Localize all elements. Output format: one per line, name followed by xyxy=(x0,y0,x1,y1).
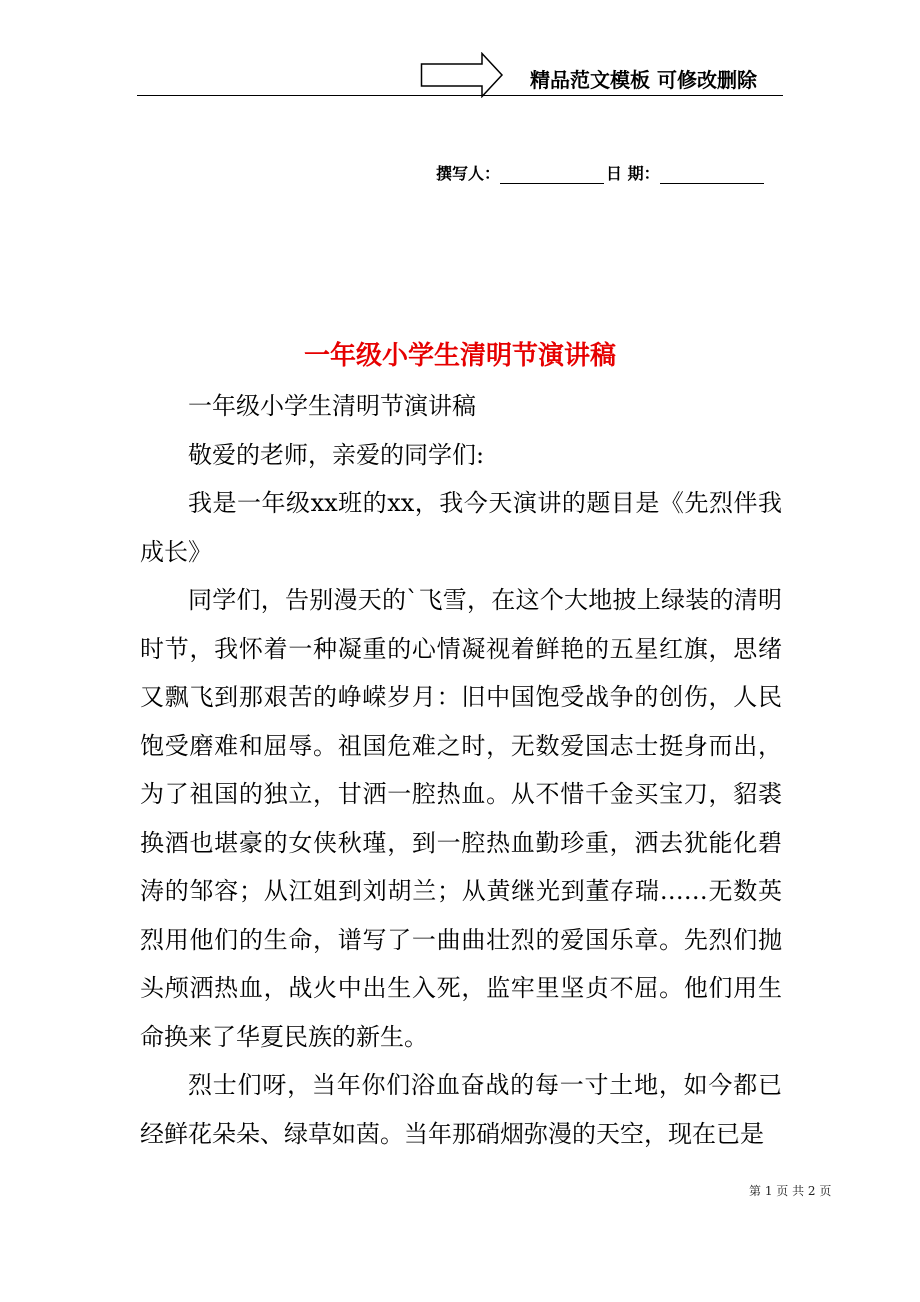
paragraph: 烈士们呀，当年你们浴血奋战的每一寸土地，如今都已经鲜花朵朵、绿草如茵。当年那硝烟弥漫的天空，现在已是 xyxy=(140,1071,782,1148)
date-blank xyxy=(660,165,764,184)
paragraph: 同学们，告别漫天的`飞雪，在这个大地披上绿装的清明时节，我怀着一种凝重的心情凝视着鲜艳的五星红旗，思绪又飘飞到那艰苦的峥嵘岁月：旧中国饱受战争的创伤，人民饱受磨难和屈辱。祖国危难之时，无数爱国志士挺身而出，为了祖国的独立，甘洒一腔热血。从不惜千金买宝刀，貂裘换酒也堪豪的女侠秋瑾，到一腔热血勤珍重，洒去犹能化碧涛的邹容；从江姐到刘胡兰；从黄继光到董存瑞……无数英烈用他们的生命，谱写了一曲曲壮烈的爱国乐章。先烈们抛头颅洒热血，战火中出生入死，监牢里坚贞不屈。他们用生命换来了华夏民族的新生。 xyxy=(140,586,782,1051)
meta-row xyxy=(436,160,764,184)
paragraph: 我是一年级xx班的xx，我今天演讲的题目是《先烈伴我成长》 xyxy=(140,489,782,566)
page-number: 第 1 页 共 2 页 xyxy=(749,1184,832,1198)
document-body xyxy=(140,382,782,1158)
template-label: 精品范文模板 可修改删除 xyxy=(530,68,757,92)
header-divider xyxy=(137,95,783,96)
paragraph: 敬爱的老师，亲爱的同学们: xyxy=(188,440,485,469)
author-blank xyxy=(500,165,604,184)
date-label: 日 期： xyxy=(606,164,660,183)
document-title: 一年级小学生清明节演讲稿 xyxy=(303,341,616,371)
author-label: 撰写人： xyxy=(436,164,501,183)
arrow-right-icon xyxy=(420,52,504,98)
paragraph: 一年级小学生清明节演讲稿 xyxy=(188,392,476,420)
